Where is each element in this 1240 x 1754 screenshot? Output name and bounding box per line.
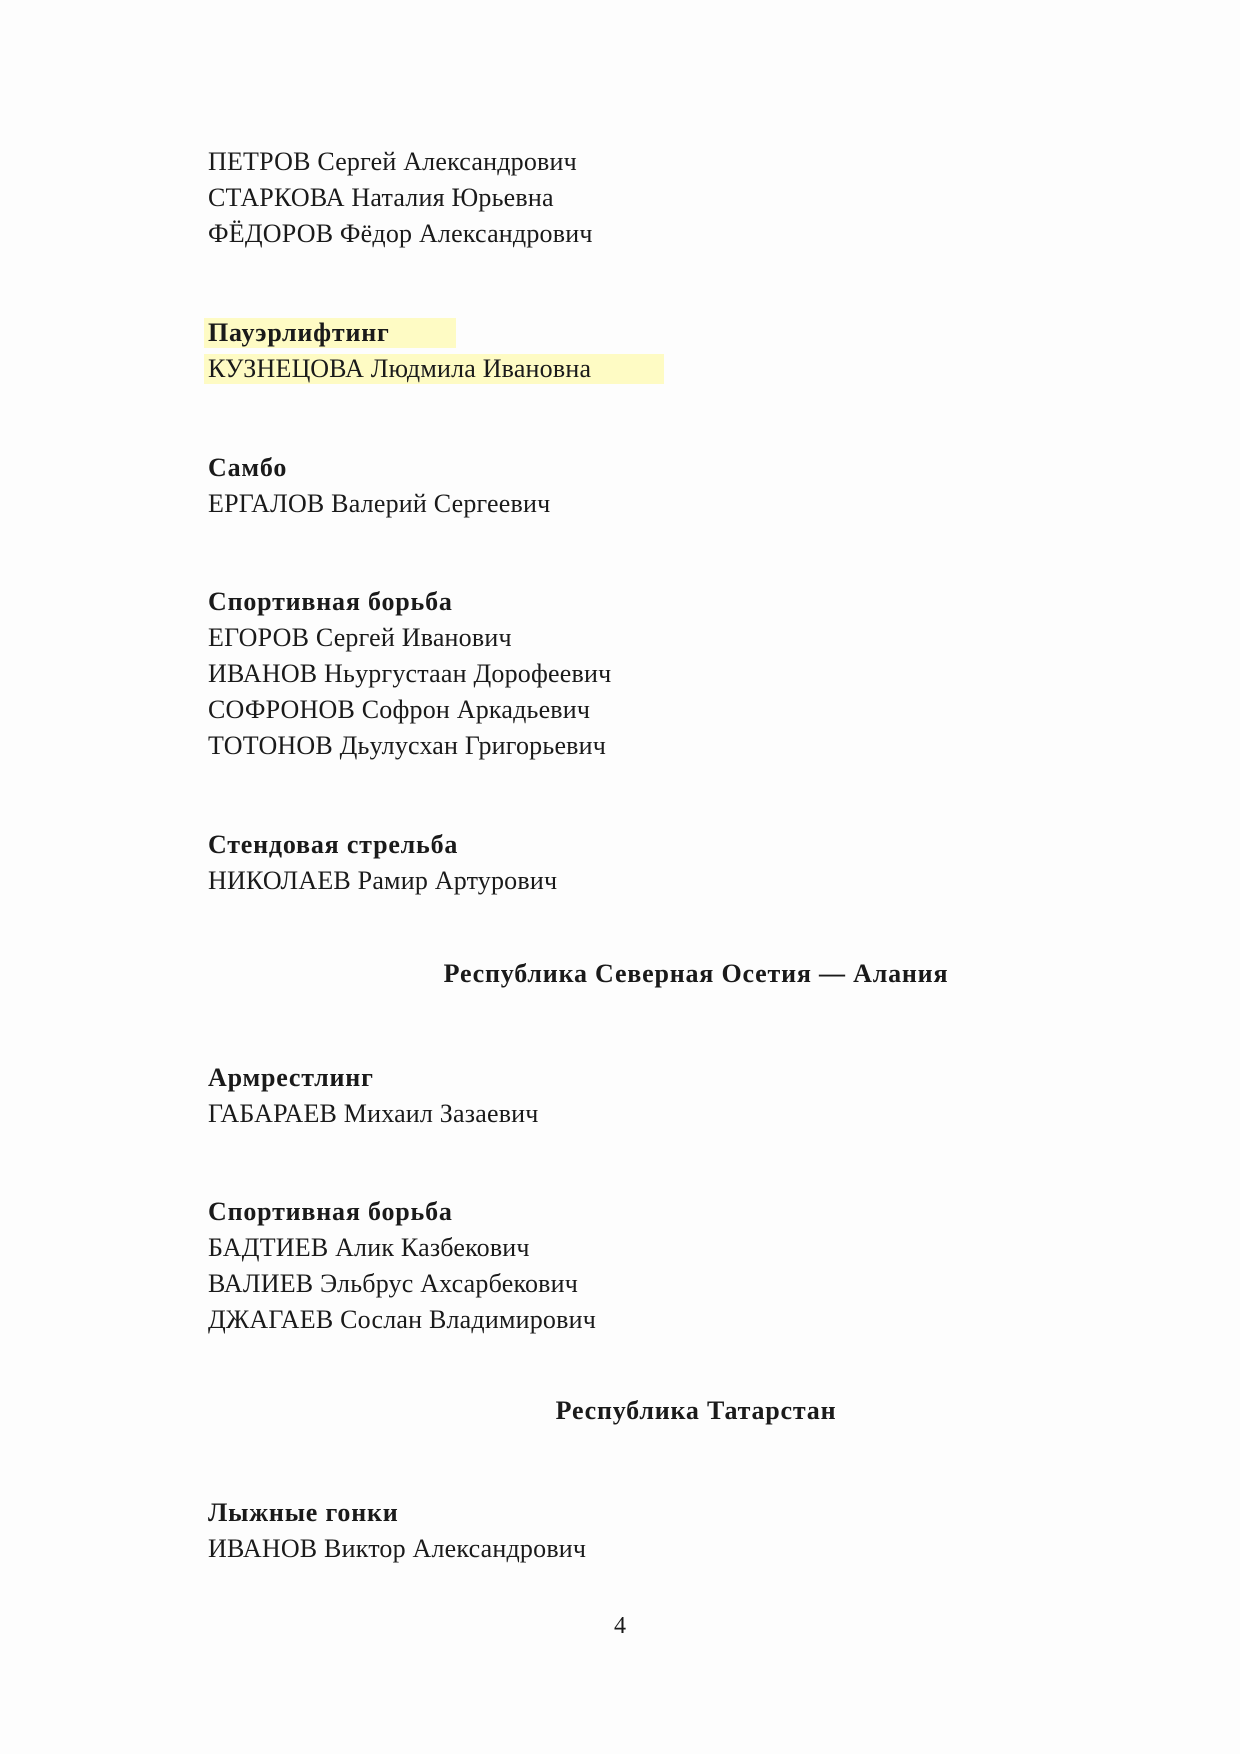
person-name: КУЗНЕЦОВА Людмила Ивановна xyxy=(208,354,592,383)
person-name: ФЁДОРОВ Фёдор Александрович xyxy=(208,219,593,248)
sport-heading: Пауэрлифтинг xyxy=(208,318,390,347)
sport-heading: Лыжные гонки xyxy=(208,1498,399,1527)
person-name: ДЖАГАЕВ Сослан Владимирович xyxy=(208,1305,596,1334)
person-name: НИКОЛАЕВ Рамир Артурович xyxy=(208,866,558,895)
region-heading: Республика Северная Осетия — Алания xyxy=(443,959,949,988)
person-name: СОФРОНОВ Софрон Аркадьевич xyxy=(208,695,591,724)
person-name: ГАБАРАЕВ Михаил Зазаевич xyxy=(208,1099,539,1128)
person-name: ТОТОНОВ Дьулусхан Григорьевич xyxy=(208,731,607,760)
page-number: 4 xyxy=(614,1613,626,1639)
sport-heading: Спортивная борьба xyxy=(208,587,453,616)
person-name: БАДТИЕВ Алик Казбекович xyxy=(208,1233,530,1262)
region-heading: Республика Татарстан xyxy=(555,1396,837,1425)
sport-heading: Самбо xyxy=(208,453,288,482)
person-name: СТАРКОВА Наталия Юрьевна xyxy=(208,183,554,212)
person-name: ИВАНОВ Виктор Александрович xyxy=(208,1534,587,1563)
person-name: ПЕТРОВ Сергей Александрович xyxy=(208,147,577,176)
person-name: ЕРГАЛОВ Валерий Сергеевич xyxy=(208,489,551,518)
sport-heading: Спортивная борьба xyxy=(208,1197,453,1226)
person-name: ВАЛИЕВ Эльбрус Ахсарбекович xyxy=(208,1269,579,1298)
person-name: ЕГОРОВ Сергей Иванович xyxy=(208,623,512,652)
sport-heading: Стендовая стрельба xyxy=(208,830,459,859)
sport-heading: Армрестлинг xyxy=(208,1063,374,1092)
person-name: ИВАНОВ Ньургустаан Дорофеевич xyxy=(208,659,612,688)
